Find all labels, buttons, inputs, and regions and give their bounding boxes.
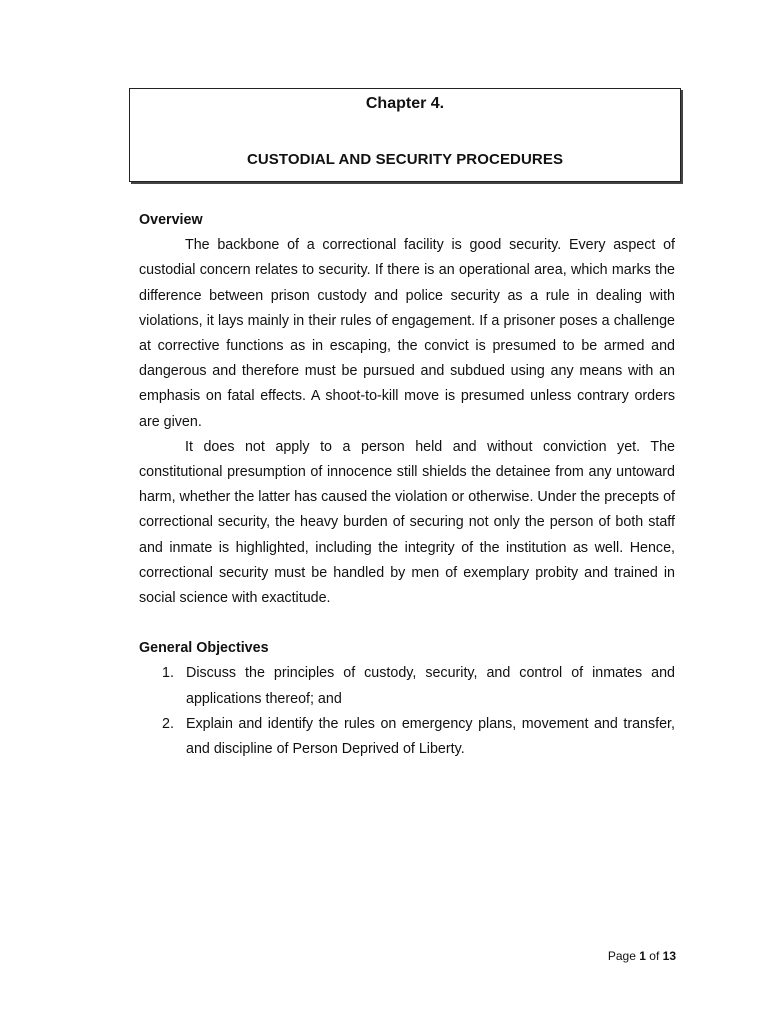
overview-heading: Overview [139, 212, 203, 228]
chapter-title: CUSTODIAL AND SECURITY PROCEDURES [246, 151, 564, 168]
page-footer [608, 949, 676, 963]
objective-item [139, 661, 675, 711]
chapter-title-box [129, 88, 681, 182]
document-body [139, 208, 675, 762]
page-label: Page [607, 949, 636, 963]
objective-number: 2. [162, 715, 174, 732]
overview-paragraph-1: The backbone of a correctional facility is good security. Every aspect of custodial concern relates to security. If there is an operational area, which marks the difference between prison custody and police security as a rule in dealing with violations, it lays mainly in their rules of engagement. If a prisoner poses a challenge at corrective functions as in escaping, the convict is presumed to be armed and dangerous and therefore must be pursued and subdued using any means with an emphasis on fatal effects. A shoot-to-kill move is presumed unless contrary orders are given. [139, 237, 675, 430]
objective-text: Explain and identify the rules on emergency plans, movement and transfer, and discipline of Person Deprived of Liberty. [186, 715, 675, 758]
objective-number: 1. [162, 665, 174, 682]
objectives-list [139, 661, 675, 762]
objectives-heading: General Objectives [139, 640, 269, 657]
chapter-number: Chapter 4. [365, 95, 445, 112]
page-current: 1 [639, 949, 646, 963]
objective-text: Discuss the principles of custody, security, and control of inmates and applications thereof; and [186, 665, 675, 707]
page-of: of [649, 949, 660, 963]
overview-paragraph-2: It does not apply to a person held and without conviction yet. The constitutional presumption of innocence still shields the detainee from any untoward harm, whether the latter has caused the violation or otherwise. Under the precepts of correctional security, the heavy burden of securing not only the person of both staff and inmate is highlighted, including the integrity of the institution as well. Hence, correctional security must be handled by men of exemplary probity and trained in social science with exactitude. [139, 438, 675, 607]
section-spacer [139, 611, 675, 636]
page-total: 13 [662, 949, 676, 963]
objective-item [139, 712, 675, 762]
